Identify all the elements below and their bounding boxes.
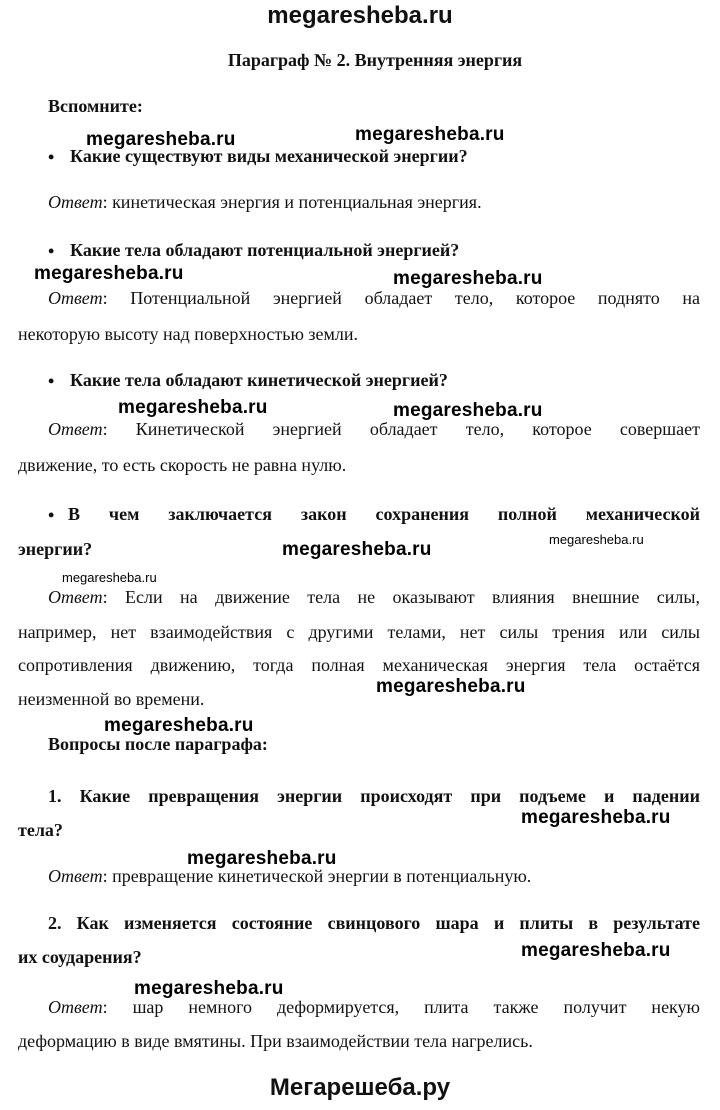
watermark: megaresheba.ru (118, 397, 268, 418)
site-header: megaresheba.ru (267, 2, 453, 29)
answer-label: Ответ (48, 587, 103, 607)
bullet-icon: • (48, 241, 55, 261)
answer-text (48, 866, 531, 887)
answer-text (48, 192, 482, 213)
watermark: megaresheba.ru (393, 400, 543, 421)
answer-label: Ответ (48, 419, 103, 439)
answer-label: Ответ (48, 997, 103, 1017)
paragraph-question: 2. Как изменяется состояние свинцового шара и плиты в результате (48, 913, 700, 933)
answer-line: : превращение кинетической энергии в потенциальную. (102, 866, 532, 886)
answer-line: : шар немного деформируется, плита также получит некую (102, 997, 700, 1017)
questions-heading: Вопросы после параграфа: (48, 734, 268, 754)
answer-text (48, 587, 700, 608)
paragraph-question-cont: тела? (18, 820, 63, 840)
answer-line: деформацию в виде вмятины. При взаимодействии тела нагрелись. (18, 1031, 533, 1051)
bullet-icon: • (48, 505, 55, 525)
answer-line: : Потенциальной энергией обладает тело, которое поднято на (102, 288, 700, 308)
site-footer: Мегарешеба.ру (269, 1074, 451, 1101)
answer-text (48, 997, 700, 1018)
remember-heading: Вспомните: (48, 96, 143, 116)
watermark: megaresheba.ru (134, 978, 284, 999)
watermark: megaresheba.ru (549, 532, 644, 547)
watermark: megaresheba.ru (355, 124, 505, 145)
bullet-icon: • (48, 147, 55, 167)
bullet-icon: • (48, 371, 55, 391)
answer-line: сопротивления движению, тогда полная механическая энергия тела остаётся (18, 655, 700, 675)
page-title: Параграф № 2. Внутренняя энергия (227, 50, 523, 70)
watermark: megaresheba.ru (62, 570, 157, 585)
watermark: megaresheba.ru (521, 940, 671, 961)
watermark: megaresheba.ru (282, 539, 432, 560)
remember-question: Какие тела обладают кинетической энергией? (70, 370, 448, 390)
watermark: megaresheba.ru (34, 263, 184, 284)
remember-question: Какие существуют виды механической энергии? (70, 146, 468, 166)
answer-line: : Кинетической энергией обладает тело, которое совершает (102, 419, 700, 439)
answer-line: например, нет взаимодействия с другими телами, нет силы трения или силы (18, 622, 700, 642)
answer-text (48, 419, 700, 440)
remember-question-cont: энергии? (18, 539, 93, 559)
watermark: megaresheba.ru (187, 848, 337, 869)
remember-question: В чем заключается закон сохранения полной механической (68, 504, 700, 524)
answer-line: некоторую высоту над поверхностью земли. (18, 324, 359, 344)
watermark: megaresheba.ru (104, 715, 254, 736)
watermark: megaresheba.ru (521, 807, 671, 828)
answer-line: : кинетическая энергия и потенциальная энергия. (102, 192, 482, 212)
watermark: megaresheba.ru (393, 268, 543, 289)
paragraph-question-cont: их соударения? (18, 947, 142, 967)
paragraph-question: 1. Какие превращения энергии происходят при подъеме и падении (48, 786, 700, 806)
answer-line: : Если на движение тела не оказывают влияния внешние силы, (102, 587, 700, 607)
answer-text (48, 288, 700, 309)
answer-line: неизменной во времени. (18, 689, 205, 709)
remember-question: Какие тела обладают потенциальной энергией? (70, 240, 460, 260)
watermark: megaresheba.ru (376, 676, 526, 697)
answer-label: Ответ (48, 866, 103, 886)
watermark: megaresheba.ru (86, 129, 236, 150)
answer-label: Ответ (48, 192, 103, 212)
answer-line: движение, то есть скорость не равна нулю. (18, 455, 347, 475)
answer-label: Ответ (48, 288, 103, 308)
